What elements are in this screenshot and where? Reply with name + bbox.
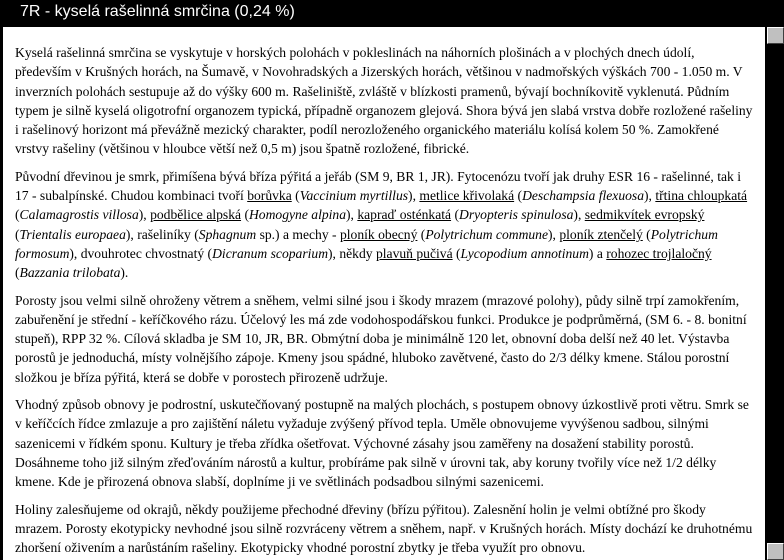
paragraph-occurrence: Kyselá rašelinná smrčina se vyskytuje v horských polohách v pokleslinách na náhorních plošinách a v plochých dnech údolí, především v Krušných horách, na Šumavě, v Novohradských a Jizerských horách, většinou v nadmořských výškách 700 - 1.050 m. V inverzních polohách sestupuje až do výšky 600 m. Rašeliniště, zvláště v blízkosti pramenů, bývají bochníkovitě vyklenutá. Půdním typem je silně kyselá oligotrofní organozem typická, případně organozem glejová. Shora bývá jen slabá vrstva dobře rozložené rašeliny i rašelinový horizont má převážně mezický charakter, podíl nerozloženého organického materiálu kolísá kolem 50 %. Zamokřené vrstvy rašeliny (většinou v hloubce větší než 0,5 m) jsou špatně rozložené, fibrické. [15, 45, 753, 157]
plant-link-plavun[interactable]: plavuň pučivá [375, 245, 453, 261]
plant-link-metlice[interactable]: metlice křivolaká [419, 188, 515, 204]
paragraph-vegetation: Původní dřevinou je smrk, přimíšena bývá bříza pýřitá a jeřáb (SM 9, BR 1, JR). Fytocenózu tvoří jak druhy ESR 16 - rašelinné, tak i 17 - subalpínské. Chudou kombinaci tvoří borůvka (Vaccinium myrtillus), metlice křivolaká (Deschampsia flexuosa), třtina chloupkatá (Calamagrostis villosa), podbělice alpská (Homogyne alpina), kapraď osténkatá (Dryopteris spinulosa), sedmikvítek evropský (Trientalis europaea), rašeliníky (Sphagnum sp.) a mechy - ploník obecný (Polytrichum commune), ploník ztenčelý (Polytrichum formosum), dvouhrotec chvostnatý (Dicranum scoparium), někdy plavuň pučivá (Lycopodium annotinum) a rohozec trojlaločný (Bazzania trilobata). [15, 168, 748, 281]
paragraph-threats: Porosty jsou velmi silně ohroženy větrem a sněhem, velmi silné jsou i škody mrazem (mrazové polohy), půdy silně trpí zamokřením, zabuřenění je střední - keříčkového rázu. Účelový les má zde vodohospodářskou funkci. Produkce je podprůměrná, (SM 6. - 8. bonitní stupeň), RPP 32 %. Cílová skladba je SM 10, JR, BR. Obmýtní doba je minimálně 120 let, obnovní doba delší než 40 let. Výstavba porostů je jednoduchá, místy volnějšího zápoje. Kmeny jsou spádné, hluboko zavětvené, často do 2/3 délky kmene. Stálou porostní složkou je bříza pýřitá, která se dobře v porostech přirozeně udržuje. [15, 292, 747, 385]
scroll-down-button[interactable] [767, 543, 784, 560]
paragraph-regeneration: Vhodný způsob obnovy je podrostní, uskutečňovaný postupně na malých plochách, s postupem obnovy úzkostlivě proti větru. Smrk se v keříčcích řídce zmlazuje a pro zajištění náletu vyžaduje zvýšený přívod tepla. Uměle obnovujeme vyvýšenou sadbou, silnými sazenicemi v řídkém sponu. Kultury je třeba zřídka ošetřovat. Výchovné zásahy jsou zaměřeny na dosažení stability porostů. Dosáhneme toho již silným zřeďováním nárostů a kultur, probíráme pak silně v úrovni tak, aby koruny tvořily více než 1/2 délky kmene. Kde je přirozená obnova slabší, doplníme ji ve světlinách podsadbou silnými sazenicemi. [15, 397, 749, 490]
plant-link-rohozec[interactable]: rohozec trojlaločný [606, 245, 712, 261]
plant-link-sedmikvitek[interactable]: sedmikvítek evropský [584, 207, 705, 223]
plant-link-podbelice[interactable]: podbělice alpská [150, 207, 242, 223]
scroll-up-button[interactable] [767, 27, 784, 44]
paragraph-clearings: Holiny zalesňujeme od okrajů, někdy použijeme přechodné dřeviny (břízu pýřitou). Zalesnění holin je velmi obtížné pro škody mrazem. Porosty ekotypicky nevhodné jsou silně rozvráceny větrem a sněhem, např. v Krušných horách. Místy dochází ke druhotnému zhoršení oživením a narůstáním rašeliny. Ekotypicky vhodné porostní zbytky je třeba využít pro obnovu. [15, 501, 753, 556]
window-title: 7R - kyselá rašelinná smrčina (0,24 %) [20, 3, 295, 20]
plant-link-ploník-ztenceny[interactable]: ploník ztenčelý [559, 226, 643, 242]
plant-link-kapraď[interactable]: kapraď osténkatá [357, 207, 452, 223]
plant-link-trtina[interactable]: třtina chloupkatá [655, 188, 748, 204]
vertical-scrollbar[interactable] [767, 27, 784, 560]
title-bar [0, 0, 784, 27]
content-area [3, 27, 765, 560]
article-text [3, 27, 765, 557]
plant-link-boruvka[interactable]: borůvka [247, 188, 292, 204]
plant-link-ploník-obecny[interactable]: ploník obecný [339, 226, 418, 242]
